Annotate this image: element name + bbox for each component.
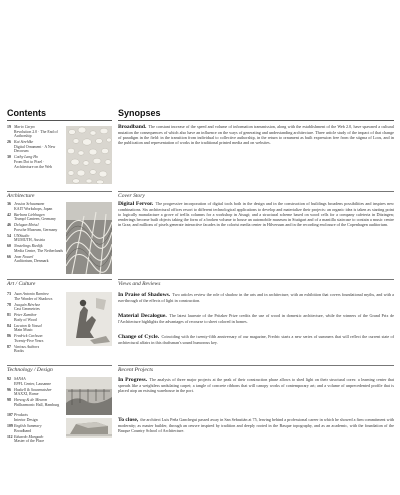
building-render-image	[66, 418, 112, 438]
section-rule	[7, 279, 112, 280]
construction-site-photo	[66, 377, 112, 415]
toc-section-art-culture	[7, 292, 63, 355]
toc-entry[interactable]: 66 Jean Nouvel Auditorium, Denmark	[7, 254, 49, 264]
toc-entry[interactable]: 36 Jessica Schaumann KAIT Workshops, Japan	[7, 202, 53, 211]
perforated-wall-photo	[66, 126, 112, 184]
trellis-structure-photo	[66, 202, 112, 274]
toc-entry[interactable]: 73 Juan Antonio Ramírez The Wonder of Shadows	[7, 292, 53, 301]
toc-section-architecture	[7, 202, 63, 265]
shadows-art-photo	[66, 292, 112, 346]
toc-entry[interactable]: 81 Peter Zumthor Body of Wood	[7, 313, 37, 322]
toc-entry[interactable]: 84 Lacaton & Vassal Main Music	[7, 323, 42, 333]
header-rule-right	[118, 120, 394, 121]
toc-entry[interactable]: 96 Haskell & Sawamatsher MAXXI, Rome	[7, 387, 52, 397]
toc-entry[interactable]: 30 Cathy Lang Ho From Dot to Pixel · Architecture on the Web	[7, 155, 52, 169]
section-rule	[7, 365, 112, 366]
toc-entry[interactable]: 42 Barbara Liebhagen Trumpf Canteen, Germany	[7, 212, 56, 222]
synopsis-section-label: Cover Story	[118, 193, 145, 199]
toc-section-technology	[7, 377, 63, 445]
toc-entry[interactable]: 60 Neutelings Riedijk Media Centre, The Netherlands	[7, 244, 63, 253]
section-rule	[118, 365, 394, 366]
toc-entry[interactable]: 46 Delugan Meissl Porsche Museum, Germany	[7, 223, 58, 232]
synopsis-paragraph: To close, the architect Luis Peña Ganchegui passed away in San Sebastián at 75, leaving behind a professional career in which he showed a firm commitment with modernity; as master builder, through an oeuvre inspired by tradition and deeply rooted in the Basque topography, and as an academic, with the foundation of the Basque Country School of Architecture.	[118, 417, 394, 434]
synopsis-section-label: Views and Reviews	[118, 281, 161, 287]
toc-entry[interactable]: 54 UNStudio MUMUTH, Austria	[7, 233, 45, 243]
toc-entry[interactable]: 98 Herzog & de Meuron Philharmonic Hall, Hamburg	[7, 398, 60, 407]
synopsis-paragraph: Material Decalogue. The latest laureate of the Pritzker Prize credits the use of wood in domestic architecture, while the winners of the Grand Prix de l'Architecture highlights the advantages of recourse to sheet colored in homes.	[118, 313, 394, 325]
synopsis-paragraph: Broadband. The constant increase of the speed and volume of information transmission, along with the establishment of the Web 2.0, have spawned a cultural mutation the consequences of which also have an influence on the ways of generating and understanding architecture. Three article study of the impact of that change of paradigm in the field: in the transition from individual to collective authorship, in the return to ornament as built expression free from the stigma of Loos, and in the publication and representation of works in the traditional printed media and on websites.	[118, 124, 394, 146]
synopsis-paragraph: In Progress. The analysis of three major projects at the peak of their construction phase allows to shed light on their structural cores: a learning center that spreads like a weightless undulating carpet; a tangle of concrete ribbons that will canopy works of contemporary art; and a volume of unprecedented profile that is placed atop an existing warehouse in the port.	[118, 377, 395, 394]
toc-entry[interactable]: 92 SANAA EPFL Center, Lausanne	[7, 377, 51, 386]
section-rule	[7, 191, 112, 192]
synopsis-section-label: Recent Projects	[118, 367, 154, 373]
synopsis-paragraph: In Praise of Shadows. Two articles review the role of shadow in the arts and in architecture, with an exhibition that covers foundational myths, and with a run-through of the effects of light in construction.	[118, 292, 394, 304]
synopses-heading: Synopses	[118, 108, 161, 118]
section-rule	[118, 191, 394, 192]
toc-entry[interactable]: 109 English Summary Broadband	[7, 423, 42, 433]
toc-entry[interactable]: 107 Products Interior Design	[7, 413, 38, 422]
contents-heading: Contents	[7, 108, 46, 118]
section-rule	[118, 279, 394, 280]
header-rule-left	[7, 120, 112, 121]
toc-entry[interactable]: 78 Joaquín Bérchez Cast Geometries	[7, 302, 40, 312]
toc-section-intro	[7, 125, 63, 171]
synopsis-paragraph: Change of Cycle. Coinciding with the twenty-fifth anniversary of our magazine, Fredric starts a new series of summers that will reflect the current state of architectural affairs in this draftsman's sound humorous key.	[118, 334, 394, 346]
toc-entry[interactable]: 112 Eduardo Mangado Master of the Place	[7, 434, 45, 444]
toc-section-label: Technology / Design	[7, 367, 53, 373]
toc-entry[interactable]: 19 Mario Carpo Revolution 2.0 · The End of Authorship	[7, 125, 58, 139]
toc-section-label: Art / Culture	[7, 281, 36, 287]
toc-entry[interactable]: 26 Kai Strehlke Digital Ornament · A New Decorum	[7, 140, 56, 154]
toc-entry[interactable]: 87 Various Authors Books	[7, 344, 40, 354]
synopsis-paragraph: Digital Fervor. The progressive incorporation of digital tools both in the design and in the construction of buildings broadens possibilities and inspires new combinations. Six architectural offices resort to different technological applications to develop and materialize their projects: an organic idea is taken as starting point to logically manufacture a grove of trellis columns for a workshop in Atsugi; and a structural scheme based on wood cells for a company cafeteria in Ditzingen; renderings become built objects taking the form of a broken volume to house an automobile museum in Stuttgart and of a mantilla staircase to contain a music centre in Graz; and millions of pixels generate interactive facades in the colorist media center in Hilversum and in the recording enclosure of the Copenhagen auditorium.	[118, 201, 394, 228]
toc-entry[interactable]: 86 Fredrick Carlsson Twenty-Five Years	[7, 334, 44, 343]
toc-section-label: Architecture	[7, 193, 35, 199]
